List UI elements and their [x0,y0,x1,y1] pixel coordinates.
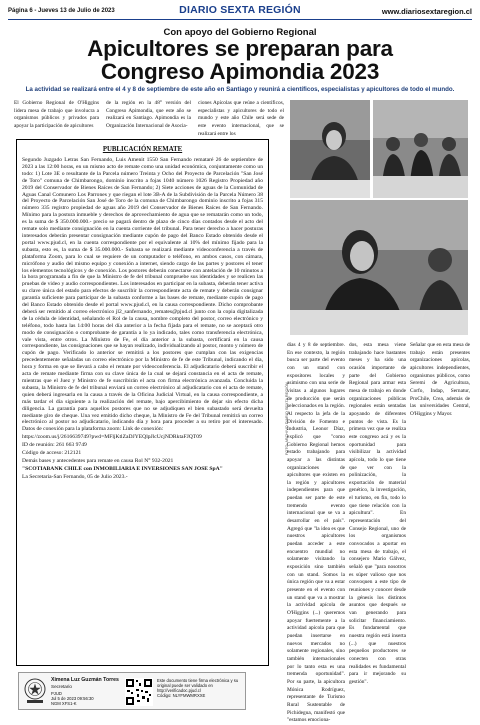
legal-notice-title: PUBLICACIÓN REMATE [102,146,183,153]
case-caption: "SCOTIABANK CHILE con INMOBILIARIA E INVERSIONES SAN JOSE SpA" [22,465,223,472]
photo-meeting-attendee [290,100,370,198]
page-header [8,4,472,20]
page-info: Página 6 - Jueves 13 de Julio de 2023 [8,8,115,14]
photo-woman-speaking [290,200,468,335]
article-body-column-3: Señalar que en esta mesa de trabajo están presentes organizaciones apícolas, apicultores independientes, organismos públicos, como Seremi de Agricultura, Corfo, Indap, Sernatur, ProChile, Crea, además de las universidades Central, O'Higgins y Mayor. [410,342,470,417]
article-body-column-1: días 4 y 8 de septiembre. En ese contexto, la región busca ser parte del evento con un stand con expositores locales y asimismo con una serie de visitas a algunos lugares de producción que serán seleccionados en la región. Al respecto la jefa de la División de Fomento e Industria, Leonor Díaz, explicó que "como Gobierno Regional hemos estado trabajando para apoyar a las distintas organizaciones de apicultores que existen en la región y apicultores independientes para que puedan ser parte de este tremendo evento internacional que se va a desarrollar en el país". Agregó que "la idea es que nuestros apicultores puedan acceder a este encuentro mundial no solamente visitando la exposición sino también con un stand. Somos la única región que va a estar presente en el evento con un stand que va a mostrar la actividad apícola de O'Higgins (...) queremos apoyar fuertemente a la actividad apícola para que puedan insertarse en nuevos mercados no solamente regionales, sino también internacionales por lo tanto esta es una tremenda oportunidad". Por su parte, la apicultora Mónica Rodríguez, representante de Turismo Rural Sustentable de Pichidegua, manifestó que "estamos emociona- [287,342,345,724]
article-kicker: Con apoyo del Gobierno Regional [163,27,317,38]
document-code: Código: NLYFMWMRXXE [157,693,206,698]
signature-codes [51,691,94,706]
case-info: Demás bases y antecedentes para remate en causa Rol N° 932-2021 [22,457,174,464]
newspaper-name: DIARIO SEXTA REGIÓN [179,4,301,16]
zoom-link[interactable]: https://zoom.us/j/2616639749?pwd=MFljKtlZaDJYEQlpJlcUcjNDRktaFJQT09 [22,434,202,441]
photo-credit: FOTO: ARCHIVO DIARIO SEXTA REGIÓN [285,382,289,455]
intro-column-1: El Gobierno Regional de O'Higgins lidera mesa de trabajo que involucra a organismos públicos y privados para apoyar la participación de apicultores [14,100,99,130]
secretary-line: La Secretaria-San Fernando, 05 de Julio 2023.- [22,473,128,480]
headline-line-1: Apicultores se preparan para [87,36,393,61]
headline-line-2: Congreso Apimondia 2023 [100,59,380,84]
article-headline [0,37,480,83]
validation-notice: Este documento tiene firma electrónica y su original puede ser validado en http://verificadoc.pjud.cl [157,678,239,693]
article-deck: La actividad se realizará entre el 4 y 8 de septiembre de este año en Santiago y reunirá a científicos, especialistas y apicultores de todo el mundo. [25,86,455,93]
signer-name: Ximena Luz Guzmán Torres [51,677,119,683]
signature-notice [157,678,243,698]
intro-column-2: de la región en la 48° versión del Congreso Apimondia, que este año se realizará en Santiago. Apimondia es la Organización Internacional de Asocia- [106,100,191,130]
intro-column-3: ciones Apícolas que reúne a científicos, especialistas y apicultores de todo el mundo y este año Chile será sede de este evento internacional, que se realizará entre los [198,100,284,137]
court-seal-icon [22,677,48,705]
verification-code: NGM XFS1-K [51,701,77,706]
meeting-id: ID de reunión: 261 663 9749 [22,442,87,449]
legal-notice-body: Segundo Juzgado Letras San Fernando, Luis Amenit 1550 San Fernando remataré 26 de septiembre de 2023 a las 12:00 horas, en un mismo acto de remate como una unidad económica, conjuntamente como un todo: 1) Lote 3E o resultante de la Parcela número Treinta y Ocho del Proyecto de Parcelación "San José de Toro" comuna de Chimbarongo, dominio inscrito a fojas 1040 número 1026 Registro Propiedad año 2019 del Conservador de Bienes Raíces de San Fernando; 2) Siete acciones de aguas de la Comunidad de Aguas Canal Comunero Los Parrones y que riegan el lote 3B-A de la Subdivisión de la Parcela Número 38 del Proyecto de Parcelación San José de Toro de la comuna de Chimbarongo dominio inscrito a fojas 315 número 335 registro propiedad de aguas año 2019 del Conservador de Bienes Raíces de San Fernando. Mínimo para la postura inmueble y derechos de aprovechamiento de agua que se rematarán como un todo, es la suma de $ 350.000.000.- precio se pagará dentro de plazo de cinco días contados desde el acto del remate solo mediante consignación en la cuenta corriente del tribunal. Para tener derecho a hacer posturas interesados deberán presentar consignación mediante cupón de pago del Banco Estado obtenido desde el portal www.pjud.cl, en la cuenta correspondiente por el equivalente al 10% del mínimo fijado para la subasta, esto es, la suma de $ 35.000.000.- Subasta se realizará mediante videoconferencia a través de plataforma Zoom, para lo cual se requiere de un computador o teléfono, en ambos casos, con cámara, micrófono y audio del mismo equipo y conexión a internet, siendo cargo de las partes y postores el tener los elementos tecnológicos y de conexión. Los postores deberán conectarse con antelación de 10 minutos a la hora programada a fin de que la Ministro de fe del tribunal compruebe sus identidades y se realicen las pruebas de video y audio correspondientes. Los interesados en participar en la subasta, deberán tener activa su clave única del estado para efectos de suscribir la correspondiente acta de remate y deberán consignar garantía suficiente para participar de la subasta conforme a las bases de remate, mediante cupón de pago del Banco Estado obtenido desde el portal www.pjud.cl, en la causa correspondiente. Dicho comprobante deberá ser remitido al correo electrónico jl2_sanfernando_remates@pjud.cl junto con la copia digitalizada de la cédula de identidad, señalando el Rol de la causa, nombre completo del postor, correo electrónico y teléfono, todo hasta las 14:00 horas del día anterior a la fecha fijada para el remate, no se aceptará otro modo de consignación o comprobante de garantía a lo ya indicado, tales como transferencia electrónica, vale vista, entre otros. La Ministro de Fe, el día anterior a la subasta, certificará en la causa correspondiente, las consignaciones que se hayan realizado, individualizando al postor, monto y número de cupón de pago. Verificado lo anterior se remitirá a los postores que cumplan con las exigencias precedentemente señaladas un correo electrónico por la Ministro de fe de este Tribunal, indicando el día, hora y forma en que se llevará a cabo el remate por videoconferencia. El adjudicatario deberá suscribir el acta de remate mediante firma con su clave única de la cual se dejará constancia en el acta de remate, mientras que el Juez y Ministro de fe suscribirán el acta con firma electrónica avanzada. Concluida la subasta, la Ministro de fe del tribunal enviará un correo electrónico al adjudicatario con el acta de remate, quien deberá ingresarla en la causa a través de la Oficina Judicial Virtual, en la causa correspondiente, a más tardar el día siguiente a la realización del remate, bajo apercibimiento de dejar sin efecto dicha diligencia. La garantía para aquellos postores que no se adjudiquen el bien subastado será devuelta mediante giro de cheque. Una vez emitido dicho cheque, la Ministro de Fe del Tribunal remitirá un correo electrónico al postor no adjudicatario, indicando día y hora para proceder a su retiro por el interesado. Datos de conexión para la plataforma zoom: Link de conexión: [22,157,263,433]
signer-role: Secretario [51,684,72,689]
article-body-column-2: dos, esta mesa viene trabajando hace bastantes meses y ha sido una ocasión importante de parte del Gobierno Regional para armar esta mesa de trabajo en donde organizaciones públicas regionales están sentadas apoyando de diferentes puntos de vista. Es la primera vez que se realiza este congreso acá y es la oportunidad para visibilizar la actividad apícola, todo lo que tiene que ver con la polinización, la exportación de material genético, la investigación, el turismo, en fin, todo lo que tiene relación con la apicultura". En representación del Consejo Regional, uno de los organismos convocados a aportar en esta mesa de trabajo, el consejero Mario Gálvez, señaló que "para nosotros es súper valioso que nos convoquen a este tipo de reuniones y conocer desde la génesis los distintos asuntos que después se van generando para solicitar financiamiento. Es fundamental que nuestra región está inserta (...) que nuestros pequeños productores se conecten con otras realidades es fundamental para ir mejorando su gestión". [349,342,406,685]
website-link[interactable]: www.diariosextaregion.cl [381,7,472,16]
legal-notice-box [16,139,269,666]
qr-code-icon [125,678,153,706]
photo-meeting-table [373,100,468,198]
court-code: PJUD [51,691,62,696]
electronic-signature-block [18,672,246,710]
access-code: Código de acceso: 212121 [22,450,82,457]
signature-date: Jul 5 de 2023 09:56:30 [51,696,94,701]
